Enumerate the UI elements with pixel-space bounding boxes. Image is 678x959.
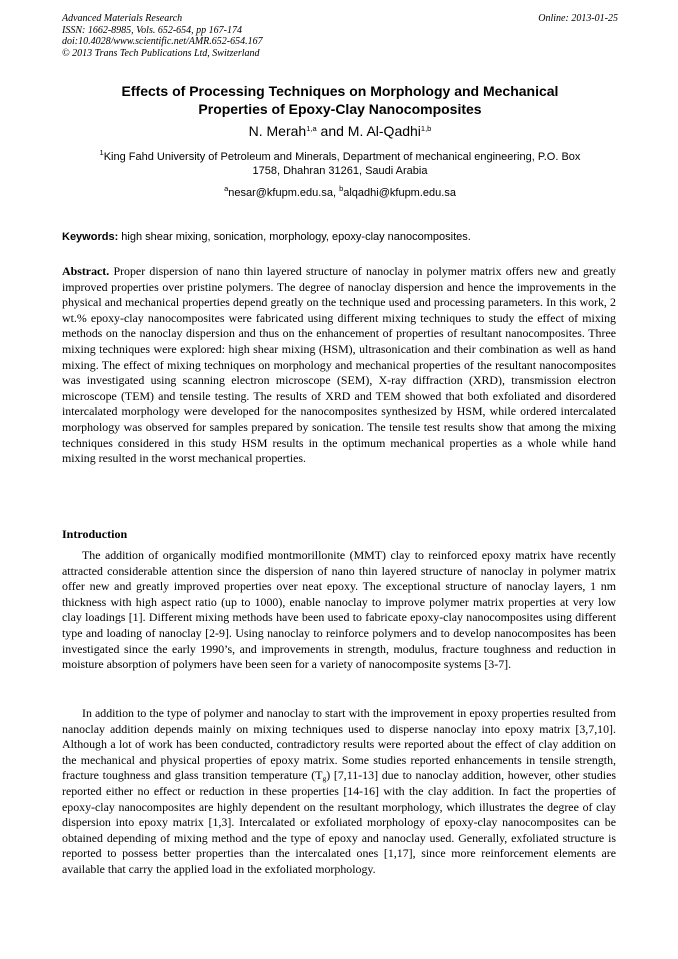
copyright-line: © 2013 Trans Tech Publications Ltd, Switzerland [62, 47, 260, 59]
email-b: alqadhi@kfupm.edu.sa [343, 187, 456, 199]
email-a: nesar@kfupm.edu.sa, [228, 187, 340, 199]
title-line-1: Effects of Processing Techniques on Morphology and Mechanical [121, 83, 559, 99]
title-line-2: Properties of Epoxy-Clay Nanocomposites [198, 101, 482, 117]
affiliation-text-1: King Fahd University of Petroleum and Minerals, Department of mechanical engineering, P.O. Box [103, 151, 581, 163]
abstract-label: Abstract. [62, 264, 110, 278]
intro-p2-part-1: In addition to the type of polymer and nanoclay to start with the improvement in epoxy properties resulted from nanoclay addition depends mainly on mixing techniques used to disperse nanoclay into epoxy matrix [3,7,10]. Although a lot of work has been conducted, contradictory results were reported about the effect of clay addition on the mechanical and physical properties of epoxy matrix. Some studies reported enhancements in tensile strength, fracture toughness and glass transition temperature (T [62, 706, 616, 783]
author-1: N. Merah [248, 123, 307, 139]
tg-subscript: g [322, 774, 327, 784]
keywords [62, 230, 618, 244]
doi-line: doi:10.4028/www.scientific.net/AMR.652-654.167 [62, 36, 263, 47]
intro-p2-part-2: ) [7,11-13] due to nanoclay addition, however, other studies reported either no effect or reduction in these properties [14-16] with the clay addition. In fact the properties of epoxy-clay nanocomposites are highly dependent on the resultant morphology, which illustrates the degree of clay dispersion into epoxy matrix [1,3]. Intercalated or exfoliated morphology of epoxy-clay nanocomposites can be obtained depending of mixing method and the type of epoxy and nanoclay used. Generally, exfoliated structure is reported to possess better properties than the intercalated ones [1,17], since more reinforcement elements are available that carry the applied load in the exfoliated morphology. [62, 768, 616, 876]
abstract [62, 264, 616, 467]
author-list [62, 122, 618, 140]
affiliation-marker: 1 [99, 148, 104, 157]
online-date: Online: 2013-01-25 [538, 13, 618, 24]
affiliation [62, 150, 618, 178]
email-marker-b: b [339, 184, 344, 193]
affiliation-line-1 [62, 150, 618, 164]
email-marker-a: a [224, 184, 229, 193]
author-1-affiliation: 1,a [306, 124, 317, 133]
journal-name: Advanced Materials Research [62, 13, 183, 24]
intro-paragraph-1: The addition of organically modified montmorillonite (MMT) clay to reinforced epoxy matrix have recently attracted considerable attention since the dispersion of nano thin layered structure of nanoclay in polymer matrix offer new and greatly improved properties over neat epoxy. The exceptional structure of nanoclay layers, 1 nm thickness with high aspect ratio (up to 1000), enable nanoclay to improve polymer matrix properties at very low clay loadings [1]. Different mixing methods have been used to fabricate epoxy-clay nanocomposites using different type and loading of nanoclay [2-9]. Using nanoclay to reinforce polymers and to develop nanocomposites has been investigated since the early 1990’s, and improvements in strength, modulus, fracture toughness and reduction in moisture absorption of polymers have been seen for a variety of nanocomposite systems [3-7]. [62, 548, 616, 672]
keywords-label: Keywords: [62, 231, 119, 243]
journal-header [62, 13, 618, 59]
issn-line: ISSN: 1662-8985, Vols. 652-654, pp 167-174 [62, 24, 242, 36]
paper-title [62, 82, 618, 118]
author-2: M. Al-Qadhi [347, 123, 421, 139]
author-2-affiliation: 1,b [420, 124, 432, 133]
author-conjunction: and [316, 123, 348, 139]
abstract-text: Proper dispersion of nano thin layered structure of nanoclay in polymer matrix offers new and greatly improved properties over pristine polymers. The degree of nanoclay dispersion and hence the improvements in the physical and mechanical properties depend greatly on the technique used and processing parameters. In this work, 2 wt.% epoxy-clay nanocomposites were fabricated using different mixing techniques to study the effect of mixing methods on the nanoclay dispersion and thus on the enhancement of properties of resultant nanocomposites. Three mixing techniques were explored: high shear mixing (HSM), ultrasonication and their combination as well as hand mixing. The effect of mixing techniques on morphology and mechanical properties of the resultant nanocomposites was investigated using scanning electron microscope (SEM), X-ray diffraction (XRD), transmission electron microscope (TEM) and tensile testing. The results of XRD and TEM showed that both exfoliated and disordered intercalated morphology were developed for the nanocomposites synthesized by HSM, while ordered intercalated morphology was observed for samples prepared by sonication. The tensile test results show that among the mixing techniques considered in this study HSM results in the optimum mechanical properties as a whole while hand mixing resulted in the worst mechanical properties. [62, 264, 616, 466]
keywords-text: high shear mixing, sonication, morphology, epoxy-clay nanocomposites. [118, 231, 471, 243]
author-emails [62, 186, 618, 200]
intro-paragraph-2 [62, 706, 616, 878]
affiliation-line-2: 1758, Dhahran 31261, Saudi Arabia [252, 165, 428, 177]
section-heading-introduction: Introduction [62, 527, 128, 541]
